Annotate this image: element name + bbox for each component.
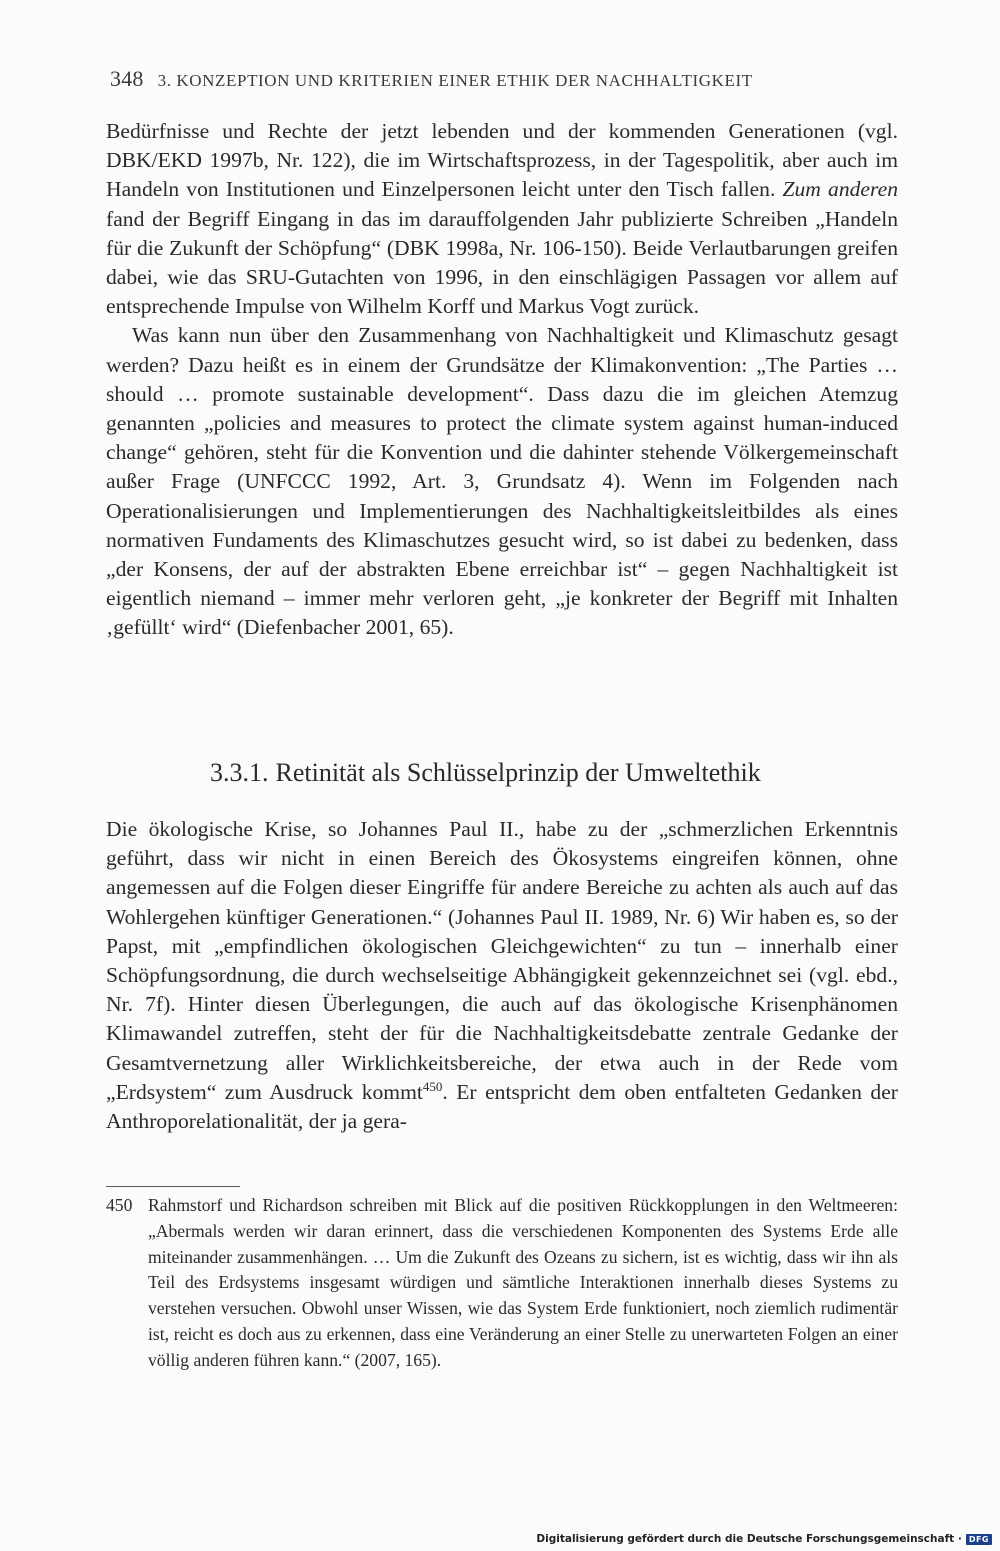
page-number: 348 [110, 66, 144, 91]
paragraph-1-emphasis: Zum anderen [782, 177, 898, 202]
dfg-logo-icon: DFG [966, 1534, 992, 1545]
footnote [106, 1193, 898, 1374]
section-heading [210, 758, 910, 788]
section-title: Retinität als Schlüsselprinzip der Umweltethik [275, 758, 761, 787]
paragraph-1 [106, 117, 898, 321]
credit-text: Digitalisierung gefördert durch die Deutsche Forschungsgemeinschaft · [536, 1533, 962, 1545]
body-text-lower [106, 815, 898, 1136]
running-title: 3. KONZEPTION UND KRITERIEN EINER ETHIK DER NACHHALTIGKEIT [157, 71, 753, 90]
footnote-text: Rahmstorf und Richardson schreiben mit Blick auf die positiven Rückkopplungen in den Weltmeeren: „Abermals werden wir daran erinnert, dass die verschiedenen Komponenten des Systems Erde alle miteinander zusammenhängen. … Um die Zukunft des Ozeans zu sichern, ist es wichtig, dass wir ihn als Teil des Erdsystems insgesamt würdigen und sämtliche Interaktionen innerhalb dieses Systems zu verstehen versuchen. Obwohl unser Wissen, wie das System Erde funktioniert, noch ziemlich rudimentär ist, reicht es doch aus zu erkennen, dass eine Veränderung an einer Stelle zu unerwarteten Folgen an einer völlig anderen führen kann.“ (2007, 165). [148, 1195, 898, 1370]
paragraph-1-text-a: Bedürfnisse und Rechte der jetzt lebenden und der kommenden Generationen (vgl. DBK/EKD 1997b, Nr. 122), die im Wirtschaftsprozess, in der Tagespolitik, aber auch im Handeln von Institutionen und Einzelpersonen leicht unter den Tisch fallen. [106, 119, 898, 202]
paragraph-3-text-a: Die ökologische Krise, so Johannes Paul II., habe zu der „schmerzlichen Erkenntnis geführt, dass wir nicht in einen Bereich des Ökosystems eingreifen können, ohne angemessen auf die Folgen dieser Eingriffe für andere Bereiche zu achten als auch auf das Wohlergehen künftiger Generationen.“ (Johannes Paul II. 1989, Nr. 6) Wir haben es, so der Papst, mit „empfindlichen ökologischen Gleichgewichten“ zu tun – innerhalb einer Schöpfungsordnung, die durch wechselseitige Abhängigkeit gekennzeichnet sei (vgl. ebd., Nr. 7f). Hinter diesen Überlegungen, die auch auf das ökologische Krisenphänomen Klimawandel zutreffen, steht der für die Nachhaltigkeitsdebatte zentrale Gedanke der Gesamtvernetzung aller Wirklichkeitsbereiche, der etwa auch in der Rede vom „Erdsystem“ zum Ausdruck kommt [106, 817, 898, 1104]
digitization-credit [536, 1533, 992, 1545]
section-number: 3.3.1. [210, 758, 269, 787]
footnote-divider [106, 1186, 240, 1187]
paragraph-3-text-b: . Er entspricht dem oben entfalteten Gedanken der Anthroporelationalität, der ja gera- [106, 1079, 898, 1134]
running-header [110, 66, 910, 92]
footnote-reference[interactable]: 450 [422, 1078, 443, 1094]
paragraph-1-text-b: fand der Begriff Eingang in das im darauffolgenden Jahr publizierte Schreiben „Handeln für die Zukunft der Schöpfung“ (DBK 1998a, Nr. 106-150). Beide Verlautbarungen greifen dabei, wie das SRU-Gutachten von 1996, in den einschlägigen Passagen vor allem auf entsprechende Impulse von Wilhelm Korff und Markus Vogt zurück. [106, 206, 898, 319]
body-text-upper [106, 117, 898, 643]
paragraph-3 [106, 815, 898, 1136]
footnote-number: 450 [106, 1195, 133, 1215]
paragraph-2: Was kann nun über den Zusammenhang von Nachhaltigkeit und Klimaschutz gesagt werden? Dazu heißt es in einem der Grundsätze der Klimakonvention: „The Parties … should … promote sustainable development“. Dass dazu die im gleichen Atemzug genannten „policies and measures to protect the climate system against human-induced change“ gehören, steht für die Konvention und die dahinter stehende Völkergemeinschaft außer Frage (UNFCCC 1992, Art. 3, Grundsatz 4). Wenn im Folgenden nach Operationalisierungen und Implementierungen des Nachhaltigkeitsleitbildes als eines normativen Fundaments des Klimaschutzes gesucht wird, so ist dabei zu bedenken, dass „der Konsens, der auf der abstrakten Ebene erreichbar ist“ – gegen Nachhaltigkeit ist eigentlich niemand – immer mehr verloren geht, „je konkreter der Begriff mit Inhalten ‚gefüllt‘ wird“ (Diefenbacher 2001, 65). [106, 323, 898, 640]
